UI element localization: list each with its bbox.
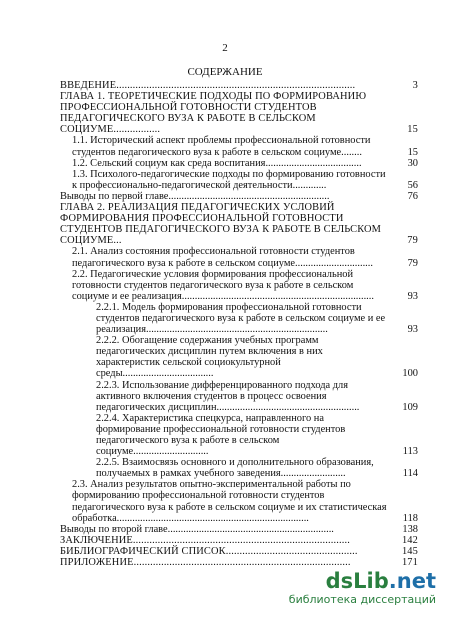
toc-entry-title: 1.2. Сельский социум как среда воспитания..................................... bbox=[72, 157, 362, 169]
watermark-logo bbox=[289, 570, 436, 592]
toc-entry-title: БИБЛИОГРАФИЧЕСКИЙ СПИСОК................................................ bbox=[60, 545, 358, 557]
toc-entry-page: 93 bbox=[407, 290, 418, 302]
toc-entry-page: 171 bbox=[401, 557, 418, 569]
toc-entry-title: ГЛАВА 2. РЕАЛИЗАЦИЯ ПЕДАГОГИЧЕСКИХ УСЛОВИЙ ФОРМИРОВАНИЯ ПРОФЕССИОНАЛЬНОЙ ГОТОВНОСТИ СТУДЕНТОВ ПЕДАГОГИЧЕСКОГО ВУЗА К РАБОТЕ В СЕЛЬСКОМ СОЦИУМЕ... bbox=[60, 202, 382, 247]
toc-heading: СОДЕРЖАНИЕ bbox=[187, 66, 263, 78]
toc-entry bbox=[60, 457, 418, 479]
toc-entry-page: 100 bbox=[402, 368, 418, 380]
toc-entry-title: Выводы по второй главе................................................................ bbox=[60, 523, 334, 535]
toc-entry bbox=[60, 380, 418, 413]
toc-entry-page: 93 bbox=[407, 324, 418, 336]
toc-entry bbox=[60, 158, 418, 169]
toc-entry bbox=[60, 169, 418, 191]
toc-entry bbox=[60, 413, 418, 457]
toc-entry-title: 2.2.5. Взаимосвязь основного и дополнительного образования, получаемых в рамках учебного заведения......................... bbox=[96, 457, 374, 480]
toc-entry bbox=[60, 535, 418, 546]
toc-entry-page: 118 bbox=[402, 512, 418, 524]
toc-entry-title: 1.3. Психолого-педагогические подходы по формированию готовности к профессионально-педагогической деятельности............. bbox=[72, 168, 386, 191]
toc-entry-title: 2.2. Педагогические условия формирования профессиональной готовности студентов педагогического вуза к работе в сельском социуме и ее реализация.......................................................................... bbox=[72, 268, 374, 302]
toc-entry-title: ЗАКЛЮЧЕНИЕ............................................................................... bbox=[60, 534, 350, 546]
toc-entry-title: ГЛАВА 1. ТЕОРЕТИЧЕСКИЕ ПОДХОДЫ ПО ФОРМИРОВАНИЮ ПРОФЕССИОНАЛЬНОЙ ГОТОВНОСТИ СТУДЕНТОВ ПЕДАГОГИЧЕСКОГО ВУЗА К РАБОТЕ В СЕЛЬСКОМ СОЦИУМЕ................. bbox=[60, 91, 367, 136]
toc-entry-title: 2.2.2. Обогащение содержания учебных программ педагогических дисциплин путем включения в них характеристик сельской социокультурной среды................................... bbox=[96, 335, 323, 380]
toc-entry-page: 142 bbox=[401, 534, 418, 546]
toc-entry bbox=[60, 524, 418, 535]
toc-entry bbox=[60, 479, 418, 523]
toc-entry bbox=[60, 335, 418, 379]
watermark-logo-net: .net bbox=[388, 569, 436, 593]
toc-entry bbox=[60, 557, 418, 568]
toc-entry-page: 138 bbox=[402, 523, 418, 535]
toc-entry-title: Выводы по первой главе.............................................................. bbox=[60, 190, 330, 202]
toc-entry-title: 2.2.4. Характеристика спецкурса, направленного на формирование профессиональной готовности студентов педагогического вуза к работе в сельском социуме............................. bbox=[96, 412, 346, 458]
toc-entry bbox=[60, 302, 418, 335]
watermark-subtitle: библиотека диссертаций bbox=[288, 593, 436, 606]
watermark bbox=[289, 570, 436, 606]
toc-entry-title: ВВЕДЕНИЕ....................................................................................... bbox=[60, 80, 356, 91]
toc-entry-title: 2.2.1. Модель формирования профессиональной готовности студентов педагогического вуза к работе в сельском социуме и ее реализация...................................................................... bbox=[96, 301, 386, 336]
toc-entry-page: 15 bbox=[407, 124, 418, 136]
toc-entry-title: 2.3. Анализ результатов опытно-экспериментальной работы по формированию профессиональной готовности студентов педагогического вуза к работе в сельском социуме и их статистическая обработка.......................................................................... bbox=[72, 479, 387, 524]
toc-entry bbox=[60, 546, 418, 557]
toc-entry bbox=[60, 269, 418, 302]
toc-entry-page: 3 bbox=[412, 80, 418, 91]
toc-entry-title: 2.1. Анализ состояния профессиональной готовности студентов педагогического вуза к работе в сельском социуме.............................. bbox=[72, 246, 373, 269]
toc-entry-title: 1.1. Исторический аспект проблемы профессиональной готовности студентов педагогического вуза к работе в сельском социуме........ bbox=[72, 135, 371, 158]
toc-entry-page: 79 bbox=[407, 257, 418, 269]
toc-entry bbox=[60, 80, 418, 91]
toc-entry-page: 113 bbox=[402, 446, 418, 458]
toc-entry-page: 109 bbox=[402, 401, 418, 413]
toc-entry-page: 56 bbox=[407, 179, 418, 191]
watermark-logo-ds: dsLib bbox=[325, 569, 389, 593]
toc-entry bbox=[60, 91, 418, 135]
toc-entry-title: 2.2.3. Использование дифференцированного подхода для активного включения студентов в процесс освоения педагогических дисциплин....................................................... bbox=[96, 379, 360, 413]
page-number: 2 bbox=[222, 42, 228, 54]
toc-entry bbox=[60, 202, 418, 246]
toc-entry bbox=[60, 191, 418, 202]
toc-entry-page: 114 bbox=[402, 468, 418, 480]
toc-entry-page: 76 bbox=[407, 190, 418, 202]
toc-entry-page: 145 bbox=[401, 545, 418, 557]
toc-entry-page: 79 bbox=[407, 235, 418, 247]
toc-entry-page: 15 bbox=[407, 146, 418, 158]
toc-entry bbox=[60, 135, 418, 157]
toc-entry-title: ПРИЛОЖЕНИЕ............................................................................... bbox=[60, 557, 351, 569]
toc-entry bbox=[60, 246, 418, 268]
toc-entry-page: 30 bbox=[407, 157, 418, 169]
table-of-contents bbox=[60, 80, 418, 568]
